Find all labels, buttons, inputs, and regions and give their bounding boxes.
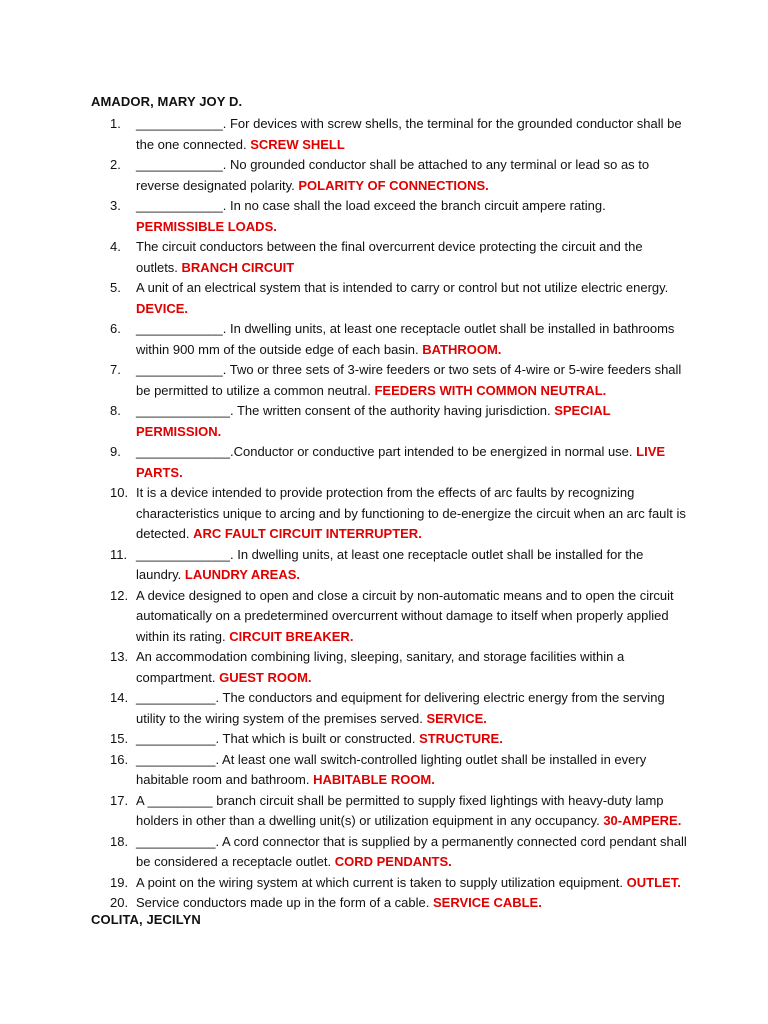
answer-text: 30-AMPERE. — [603, 813, 682, 828]
list-item — [0, 586, 768, 648]
author-name-colita: COLITA, JECILYN — [91, 912, 201, 927]
question-text: The circuit conductors between the final overcurrent device protecting the circuit and the outlets. — [136, 239, 643, 275]
item-number: 17. — [110, 792, 129, 808]
question-text: _____________.Conductor or conductive part intended to be energized in normal use. — [136, 444, 637, 459]
list-item — [0, 545, 768, 586]
item-number: 2. — [110, 157, 121, 172]
list-item — [0, 319, 768, 360]
item-number: 16. — [110, 751, 129, 767]
answer-text: BRANCH CIRCUIT — [181, 259, 295, 275]
list-item — [0, 196, 768, 237]
answer-text: SERVICE. — [426, 710, 487, 726]
answer-text: STRUCTURE. — [419, 731, 503, 746]
item-number: 4. — [110, 239, 121, 254]
list-item — [0, 401, 768, 442]
question-text: A point on the wiring system at which current is taken to supply utilization equipment. — [136, 874, 627, 890]
item-number: 7. — [110, 362, 121, 377]
answer-text: GUEST ROOM. — [219, 669, 312, 685]
answer-text: HABITABLE ROOM. — [313, 772, 435, 787]
list-item — [0, 688, 768, 729]
question-text: It is a device intended to provide protection from the effects of arc faults by recognizing characteristics unique to arcing and by functioning to de-energize the circuit when an arc fault is detected. — [136, 485, 686, 541]
answer-text: BATHROOM. — [422, 341, 502, 357]
item-number: 5. — [110, 280, 121, 295]
list-item — [0, 873, 768, 894]
item-number: 18. — [110, 833, 129, 849]
item-number: 11. — [110, 546, 128, 562]
item-number: 10. — [110, 485, 129, 500]
answer-text: SCREW SHELL — [250, 136, 345, 152]
question-text: A _________ branch circuit shall be permitted to supply fixed lightings with heavy-duty lamp holders in other than a dwelling unit(s) or utilization equipment in any occupancy. — [136, 792, 664, 828]
list-item — [0, 114, 768, 155]
list-item — [0, 237, 768, 278]
list-item — [0, 750, 768, 791]
question-text: A device designed to open and close a circuit by non-automatic means and to open the circuit automatically on a predetermined overcurrent without damage to itself when properly applied within its rating. — [136, 587, 674, 644]
list-item — [0, 155, 768, 196]
answer-text: CIRCUIT BREAKER. — [229, 628, 354, 644]
item-number: 19. — [110, 874, 129, 890]
list-item — [0, 832, 768, 873]
answer-text: CORD PENDANTS. — [334, 854, 452, 869]
list-item — [0, 729, 768, 750]
item-number: 6. — [110, 321, 121, 336]
list-item — [0, 278, 768, 319]
list-item — [0, 360, 768, 401]
item-number: 1. — [110, 116, 121, 131]
list-item — [0, 442, 768, 483]
answer-text: ARC FAULT CIRCUIT INTERRUPTER. — [193, 526, 422, 541]
answer-text: LIVE PARTS. — [136, 444, 666, 480]
author-name-amador: AMADOR, MARY JOY D. — [91, 94, 243, 109]
item-number: 12. — [110, 587, 129, 603]
item-number: 8. — [110, 403, 121, 418]
question-text: ___________. A cord connector that is supplied by a permanently connected cord pendant shall be considered a receptacle outlet. — [136, 833, 687, 869]
answer-text: POLARITY OF CONNECTIONS. — [298, 177, 489, 193]
list-item — [0, 791, 768, 832]
question-list — [0, 114, 768, 914]
question-text: A unit of an electrical system that is intended to carry or control but not utilize electric energy. — [136, 280, 669, 295]
item-number: 14. — [110, 690, 129, 705]
answer-text: LAUNDRY AREAS. — [184, 567, 300, 582]
question-text: ____________. Two or three sets of 3-wire feeders or two sets of 4-wire or 5-wire feeders shall be permitted to utilize a common neutral. — [136, 362, 682, 398]
list-item — [0, 647, 768, 688]
question-text: _____________. The written consent of the authority having jurisdiction. — [136, 403, 555, 418]
list-item — [0, 893, 768, 914]
item-number: 9. — [110, 444, 121, 459]
item-number: 3. — [110, 198, 121, 213]
list-item — [0, 483, 768, 545]
question-text: ___________. That which is built or constructed. — [136, 731, 420, 746]
answer-text: OUTLET. — [626, 874, 681, 890]
question-text: Service conductors made up in the form of a cable. — [136, 895, 433, 910]
question-text: ___________. At least one wall switch-controlled lighting outlet shall be installed in every habitable room and bathroom. — [136, 751, 647, 787]
answer-text: DEVICE. — [136, 300, 189, 316]
answer-text: SPECIAL PERMISSION. — [136, 403, 611, 439]
answer-text: PERMISSIBLE LOADS. — [136, 218, 277, 234]
item-number: 13. — [110, 649, 129, 664]
question-text: An accommodation combining living, sleeping, sanitary, and storage facilities within a compartment. — [136, 649, 625, 685]
item-number: 15. — [110, 731, 129, 746]
answer-text: FEEDERS WITH COMMON NEUTRAL. — [374, 382, 607, 398]
answer-text: SERVICE CABLE. — [433, 895, 542, 910]
question-text: _____________. In dwelling units, at least one receptacle outlet shall be installed for the laundry. — [136, 546, 644, 582]
question-text: ____________. In dwelling units, at least one receptacle outlet shall be installed in bathrooms within 900 mm of the outside edge of each basin. — [136, 321, 675, 357]
question-text: ____________. No grounded conductor shall be attached to any terminal or lead so as to reverse designated polarity. — [136, 157, 650, 193]
question-text: ____________. For devices with screw shells, the terminal for the grounded conductor shall be the one connected. — [136, 116, 682, 152]
question-text: ____________. In no case shall the load exceed the branch circuit ampere rating. — [136, 198, 606, 213]
question-text: ___________. The conductors and equipment for delivering electric energy from the serving utility to the wiring system of the premises served. — [136, 690, 665, 726]
item-number: 20. — [110, 895, 129, 910]
